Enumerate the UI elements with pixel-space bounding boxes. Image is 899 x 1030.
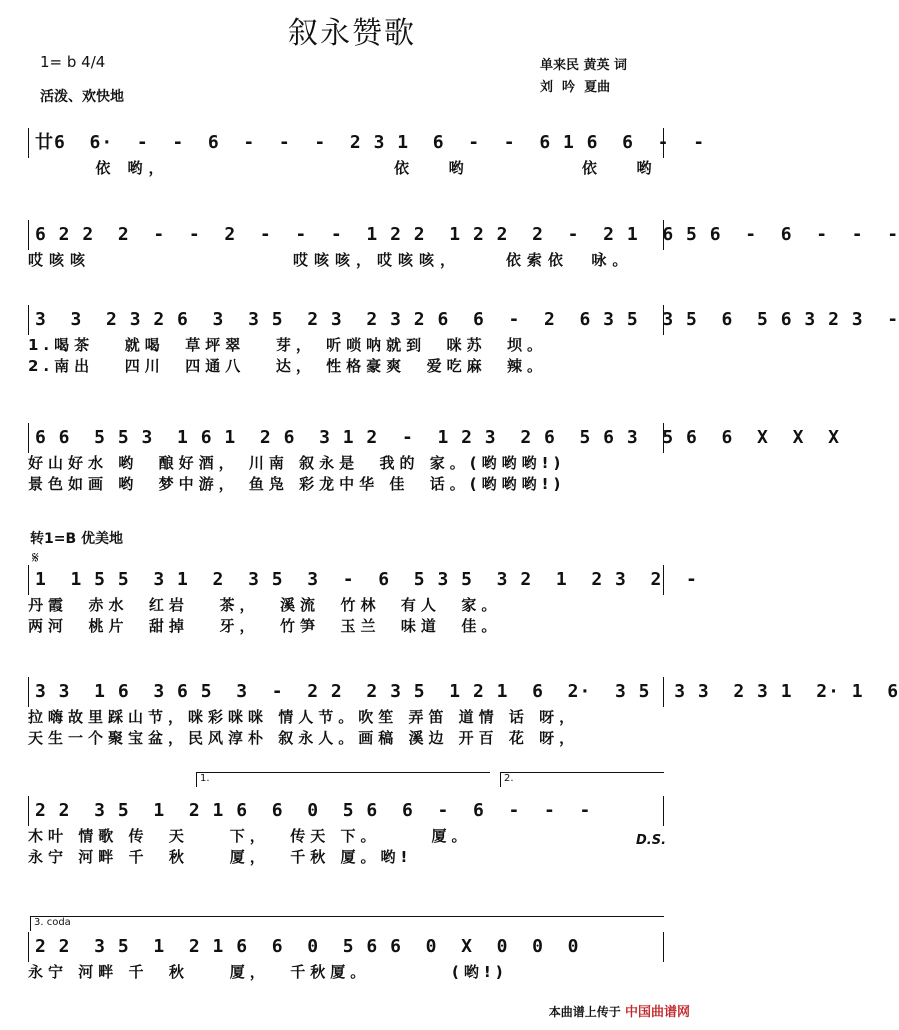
notes-row: 6 2 2 2 - - 2 - - - 1 2 2 1 2 2 2 - 2 1 6 5 6 - 6 - - - [28, 220, 664, 250]
score-line-4 [28, 423, 840, 495]
volta-1-bracket: 1. [196, 772, 490, 787]
score-line-2 [28, 220, 899, 271]
score-line-6 [28, 677, 899, 749]
footer-credit [549, 1001, 690, 1020]
segno-icon: 𝄋 [32, 548, 39, 567]
lyric-row-verse-1: 拉嗨故里踩山节，咪彩咪咪 情人节。吹笙 弄笛 道情 话 呀， [28, 708, 580, 726]
lyric-row-verse-2: 2.南出 四川 四通八 达， 性格豪爽 爱吃麻 辣。 [28, 357, 548, 375]
score-line-8 [28, 932, 664, 983]
modulation-marking: 转1=B 优美地 [30, 531, 124, 547]
lyric-row-verse-2: 天生一个聚宝盆，民风淳朴 叙永人。画稿 溪边 开百 花 呀， [28, 729, 580, 747]
score-line-5 [28, 565, 698, 637]
key-signature: 1= b 4/4 [40, 53, 106, 71]
lyric-row-verse-2: 景色如画 哟 梦中游， 鱼凫 彩龙中华 佳 话。(哟哟哟!) [28, 475, 566, 493]
lyric-row: 永宁 河畔 千 秋 厦， 千秋厦。 (哟!) [28, 963, 508, 981]
lyric-row-verse-1: 好山好水 哟 酿好酒， 川南 叙永是 我的 家。(哟哟哟!) [28, 454, 566, 472]
score-line-7 [28, 796, 667, 868]
lyric-row: 依 哟， 依 哟 依 哟 [28, 159, 658, 177]
site-logo[interactable]: 中国曲谱网 [624, 1005, 690, 1020]
notes-row: 6 6 5 5 3 1 6 1 2 6 3 1 2 - 1 2 3 2 6 5 6 3 5 6 6 X X X [28, 423, 664, 453]
score-line-1 [28, 128, 706, 179]
tempo-marking: 活泼、欢快地 [40, 89, 124, 105]
lyric-row-verse-1: 丹霞 赤水 红岩 茶， 溪流 竹林 有人 家。 [28, 596, 502, 614]
notes-row: 3 3 1 6 3 6 5 3 - 2 2 2 3 5 1 2 1 6 2· 3 5 3 3 2 3 1 2· 1 6 [28, 677, 664, 707]
lyric-row-verse-2: 两河 桃片 甜掉 牙， 竹笋 玉兰 味道 佳。 [28, 617, 502, 635]
notes-row: 3 3 2 3 2 6 3 3 5 2 3 2 3 2 6 6 - 2 6 3 5 3 5 6 5 6 3 2 3 - [28, 305, 664, 335]
volta-2-bracket: 2. [500, 772, 664, 787]
lyric-row: 哎咳咳 哎咳咳，哎咳咳， 依索依 咏。 [28, 251, 634, 269]
footer-prefix: 本曲谱上传于 [548, 1005, 621, 1019]
dal-segno-marking: D.S. [636, 833, 667, 848]
song-title: 叙永赞歌 [288, 16, 416, 51]
notes-row: 廿6 6· - - 6 - - - 2 3 1 6 - - 6 1 6 6 - - [28, 128, 664, 158]
notes-row: 2 2 3 5 1 2 1 6 6 0 5 6 6 - 6 - - - [28, 796, 664, 826]
notes-row: 1 1 5 5 3 1 2 3 5 3 - 6 5 3 5 3 2 1 2 3 2 - [28, 565, 664, 595]
lyric-row-verse-1: 1.喝茶 就喝 草坪翠 芽， 听唢呐就到 咪苏 坝。 [28, 336, 548, 354]
volta-3-coda-bracket: 3. coda [30, 916, 664, 931]
notes-row: 2 2 3 5 1 2 1 6 6 0 5 6 6 0 X 0 0 0 [28, 932, 664, 962]
composer: 刘 吟 夏曲 [540, 80, 611, 95]
lyricist: 单来民 黄英 词 [540, 58, 628, 73]
credits [540, 55, 627, 99]
lyric-row-verse-1: 木叶 情歌 传 天 下， 传天 下。 厦。 [28, 827, 472, 845]
score-line-3 [28, 305, 899, 377]
lyric-row-verse-2: 永宁 河畔 千 秋 厦， 千秋 厦。哟! [28, 848, 413, 866]
